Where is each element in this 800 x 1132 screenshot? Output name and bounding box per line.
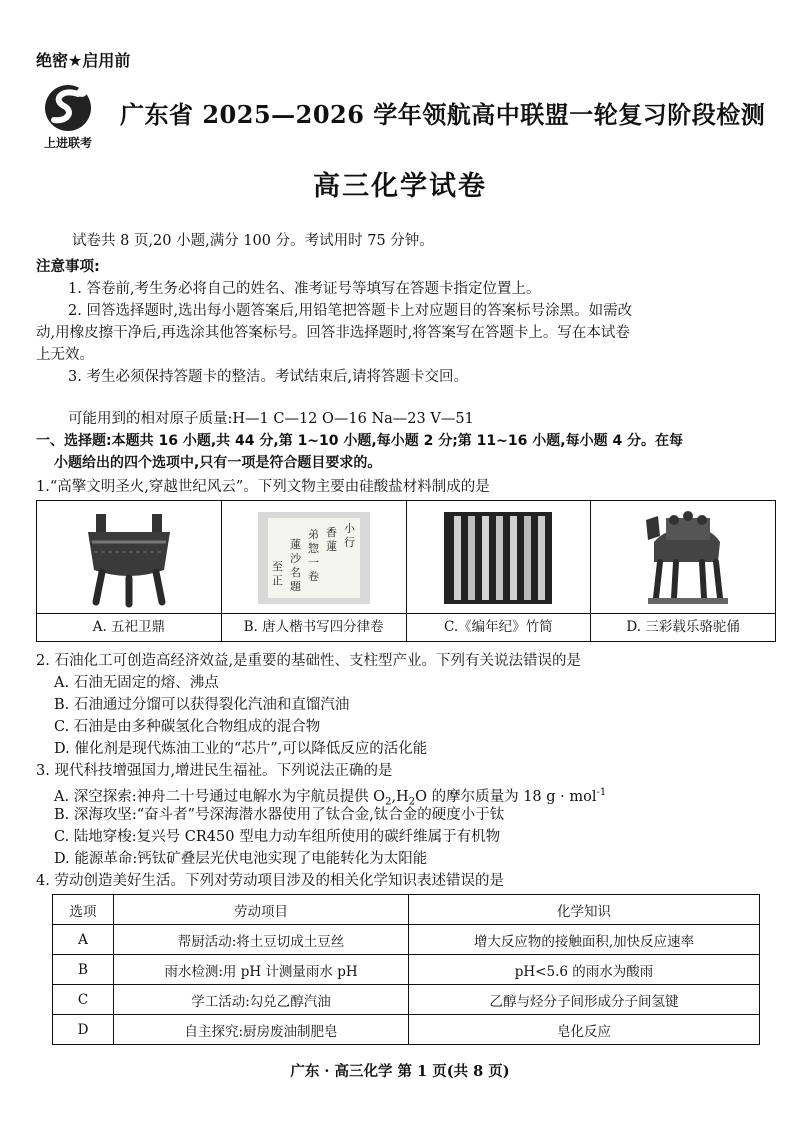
camel-figurine-icon: [628, 506, 738, 610]
bronze-ding-icon: [74, 508, 184, 608]
scroll-char: 正: [271, 574, 283, 587]
table-cell: 增大反应物的接触面积,加快反应速率: [409, 925, 760, 955]
q3a-end: O 的摩尔质量为 18 g · mol: [415, 788, 597, 805]
scroll-char: 蓮: [289, 538, 301, 551]
table-cell: A: [53, 925, 114, 955]
q3a-text: A. 深空探索:神舟二十号通过电解水为宇航员提供 O: [54, 788, 386, 805]
q3a-mid: ,H: [391, 788, 409, 805]
table-cell: pH<5.6 的雨水为酸雨: [409, 955, 760, 985]
notice-item-2-line-1: 2. 回答选择题时,选出每小题答案后,用铅笔把答题卡上对应题目的答案标号涂黑。如需改: [68, 303, 633, 319]
section-1-instructions-line-2: 小题给出的四个选项中,只有一项是符合题目要求的。: [54, 455, 382, 471]
table-row: [53, 955, 760, 985]
question-3-option-d: D. 能源革命:钙钛矿叠层光伏电池实现了电能转化为太阳能: [54, 851, 428, 867]
exam-intro: 试卷共 8 页,20 小题,满分 100 分。考试用时 75 分钟。: [72, 233, 434, 249]
scroll-char: 弟: [307, 528, 319, 541]
section-1-instructions-line-1: 一、选择题:本题共 16 小题,共 44 分,第 1~10 小题,每小题 2 分;第 11~16 小题,每小题 4 分。在每: [36, 433, 684, 449]
column-header: 化学知识: [409, 895, 760, 925]
question-1-stem: 1.“高擎文明圣火,穿越世纪风云”。下列文物主要由硅酸盐材料制成的是: [36, 479, 490, 495]
exam-logo: [38, 82, 98, 154]
atomic-masses: 可能用到的相对原子质量:H—1 C—12 O—16 Na—23 V—51: [68, 411, 474, 427]
question-4-table: [52, 894, 760, 1045]
table-cell: 学工活动:勾兑乙醇汽油: [114, 985, 409, 1015]
table-row: [53, 1015, 760, 1045]
notice-item-2-line-3: 上无效。: [36, 347, 94, 363]
table-cell: B: [53, 955, 114, 985]
option-a-cell: [37, 501, 222, 641]
question-2-option-b: B. 石油通过分馏可以获得裂化汽油和直馏汽油: [54, 697, 350, 713]
logo-mark-icon: [38, 82, 98, 134]
bamboo-slips-icon: [438, 508, 558, 608]
scroll-char: 一: [307, 556, 319, 569]
table-cell: D: [53, 1015, 114, 1045]
question-3-option-b: B. 深海攻坚:“奋斗者”号深海潜水器使用了钛合金,钛合金的硬度小于钛: [54, 807, 505, 823]
q3a-subscript-1: 2: [385, 796, 392, 808]
scroll-char: 卷: [307, 570, 319, 583]
question-3-option-c: C. 陆地穿梭:复兴号 CR450 型电力动车组所使用的碳纤维属于有机物: [54, 829, 501, 845]
option-b-cell: [222, 501, 407, 641]
notice-item-2-line-2: 动,用橡皮擦干净后,再选涂其他答案标号。回答非选择题时,将答案写在答题卡上。写在本试卷: [36, 325, 630, 341]
option-a-caption: A. 五祀卫鼎: [37, 613, 221, 641]
question-1-options-table: [36, 500, 776, 642]
column-header: 选项: [53, 895, 114, 925]
question-2-option-d: D. 催化剂是现代炼油工业的“芯片”,可以降低反应的活化能: [54, 741, 428, 757]
question-4-stem: 4. 劳动创造美好生活。下列对劳动项目涉及的相关化学知识表述错误的是: [36, 873, 504, 889]
option-d-cell: [591, 501, 775, 641]
question-3-stem: 3. 现代科技增强国力,增进民生福祉。下列说法正确的是: [36, 763, 393, 779]
option-b-caption: B. 唐人楷书写四分律卷: [222, 613, 406, 641]
page-footer: 广东 · 高三化学 第 1 页(共 8 页): [290, 1063, 510, 1080]
table-cell: 自主探究:厨房废油制肥皂: [114, 1015, 409, 1045]
option-d-caption: D. 三彩载乐骆驼俑: [591, 613, 775, 641]
question-2-option-c: C. 石油是由多种碳氢化合物组成的混合物: [54, 719, 321, 735]
scroll-char: 香: [325, 526, 337, 539]
table-header-row: [53, 895, 760, 925]
question-2-stem: 2. 石油化工可创造高经济效益,是重要的基础性、支柱型产业。下列有关说法错误的是: [36, 653, 582, 669]
question-2-option-a: A. 石油无固定的熔、沸点: [54, 675, 219, 691]
scroll-char: 行: [343, 536, 355, 549]
table-cell: 帮厨活动:将土豆切成土豆丝: [114, 925, 409, 955]
scroll-char: 名: [289, 566, 301, 579]
table-cell: C: [53, 985, 114, 1015]
column-header: 劳动项目: [114, 895, 409, 925]
scroll-char: 沙: [289, 552, 301, 565]
scroll-char: 至: [271, 560, 283, 573]
q3a-subscript-2: 2: [408, 796, 416, 808]
table-cell: 乙醇与烃分子间形成分子间氢键: [409, 985, 760, 1015]
table-cell: 皂化反应: [409, 1015, 760, 1045]
logo-text: 上进联考: [43, 136, 92, 150]
notice-item-3: 3. 考生必须保持答题卡的整洁。考试结束后,请将答题卡交回。: [68, 369, 469, 385]
calligraphy-scroll-icon: [254, 508, 374, 608]
option-c-caption: C.《编年纪》竹简: [407, 613, 591, 641]
exam-series-title: 广东省 2025—2026 学年领航高中联盟一轮复习阶段检测: [120, 100, 766, 129]
scroll-char: 惣: [307, 542, 319, 555]
table-row: [53, 985, 760, 1015]
scroll-char: 題: [289, 580, 301, 593]
scroll-char: 小: [343, 522, 355, 535]
notice-heading: 注意事项:: [36, 259, 100, 275]
notice-item-1: 1. 答卷前,考生务必将自己的姓名、准考证号等填写在答题卡指定位置上。: [68, 281, 541, 297]
table-cell: 雨水检测:用 pH 计测量雨水 pH: [114, 955, 409, 985]
scroll-char: 蓮: [325, 540, 337, 553]
q3a-superscript: -1: [596, 787, 607, 798]
table-row: [53, 925, 760, 955]
confidential-label: 绝密★启用前: [36, 51, 131, 70]
option-c-cell: [407, 501, 592, 641]
page-title: 高三化学试卷: [313, 171, 487, 202]
